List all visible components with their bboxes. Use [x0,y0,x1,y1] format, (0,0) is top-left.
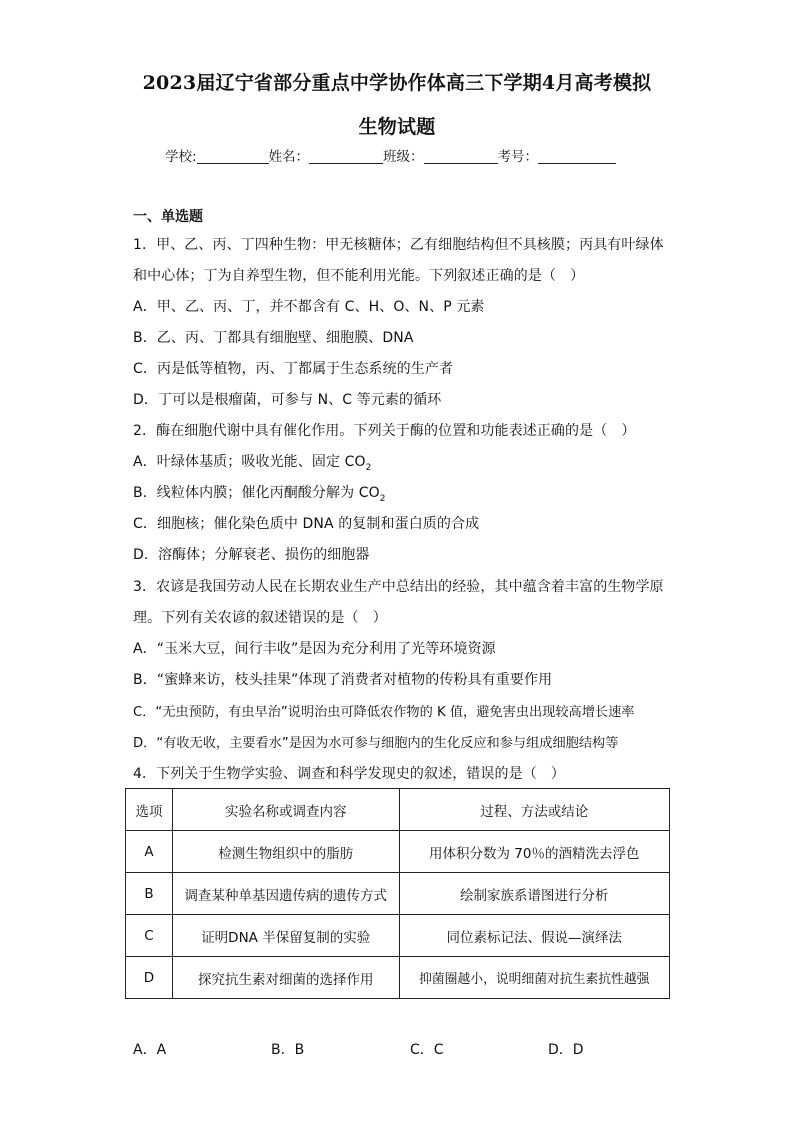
table-row [126,831,670,873]
q3-option-d: D．“有收无收，主要看水”是因为水可参与细胞内的生化反应和参与组成细胞结构等 [133,736,619,751]
q2-option-a [133,451,371,473]
table-cell: 调查某种单基因遗传病的遗传方式 [172,873,399,915]
table-cell: 检测生物组织中的脂肪 [172,831,399,873]
school-blank[interactable] [197,150,269,164]
q4-stem: 4．下列关于生物学实验、调查和科学发现史的叙述，错误的是（ ） [133,766,566,782]
table-cell: 同位素标记法、假说—演绎法 [399,915,670,957]
class-label: 班级： [383,149,424,165]
table-header-cell: 过程、方法或结论 [399,789,670,831]
q1-stem-line2: 和中心体；丁为自养型生物，但不能利用光能。下列叙述正确的是（ ） [133,268,585,284]
q2-option-d: D．溶酶体；分解衰老、损伤的细胞器 [133,547,370,563]
q2-option-a-subscript: 2 [365,462,372,473]
table-row [126,873,670,915]
q3-option-a: A．“玉米大豆，间行丰收”是因为充分利用了光等环境资源 [133,641,496,657]
q3-option-c: C．“无虫预防，有虫早治”说明治虫可降低农作物的 K 值，避免害虫出现较高增长速率 [133,705,635,720]
q4-option-c: C．C [410,1042,444,1058]
table-cell: 抑菌圈越小，说明细菌对抗生素抗性越强 [399,957,670,999]
table-row [126,915,670,957]
q4-table [125,788,670,999]
q4-option-b: B．B [271,1042,305,1058]
q2-option-b-subscript: 2 [379,493,386,504]
name-label: 姓名： [268,149,310,165]
table-cell: B [126,873,173,915]
q4-option-d: D．D [548,1042,584,1058]
q2-option-c: C．细胞核；催化染色质中 DNA 的复制和蛋白质的合成 [133,516,480,532]
table-row [126,957,670,999]
exam-title-line1: 2023届辽宁省部分重点中学协作体高三下学期4月高考模拟 [142,72,652,94]
class-blank[interactable] [424,150,498,164]
table-cell: D [126,957,173,999]
q1-option-c: C．丙是低等植物，丙、丁都属于生态系统的生产者 [133,361,454,377]
table-header-row [126,789,670,831]
exam-title-line2: 生物试题 [358,116,436,138]
table-cell: 绘制家族系谱图进行分析 [399,873,670,915]
table-header-cell: 选项 [126,789,173,831]
q3-stem-line2: 理。下列有关农谚的叙述错误的是（ ） [133,610,387,626]
school-label: 学校: [165,149,197,165]
q4-option-a: A．A [133,1042,167,1058]
table-cell: 用体积分数为 70％的酒精洗去浮色 [399,831,670,873]
table-cell: C [126,915,173,957]
name-blank[interactable] [309,150,383,164]
q1-option-b: B．乙、丙、丁都具有细胞壁、细胞膜、DNA [133,330,414,346]
table-cell: 探究抗生素对细菌的选择作用 [172,957,399,999]
q2-option-b-text: B．线粒体内膜；催化丙酮酸分解为 CO [133,485,380,501]
q2-option-b [133,482,386,504]
exam-no-label: 考号： [497,149,539,165]
q3-stem-line1: 3．农谚是我国劳动人民在长期农业生产中总结出的经验，其中蕴含着丰富的生物学原 [133,579,664,595]
q1-stem-line1: 1．甲、乙、丙、丁四种生物：甲无核糖体；乙有细胞结构但不具核膜；丙具有叶绿体 [133,237,664,253]
q1-option-d: D．丁可以是根瘤菌，可参与 N、C 等元素的循环 [133,392,442,408]
q3-option-b: B．“蜜蜂来访，枝头挂果”体现了消费者对植物的传粉具有重要作用 [133,672,553,688]
table-cell: A [126,831,173,873]
student-info-row [165,145,616,165]
table-header-cell: 实验名称或调查内容 [172,789,399,831]
q2-option-a-text: A．叶绿体基质；吸收光能、固定 CO [133,454,366,470]
exam-no-blank[interactable] [538,150,616,164]
table-cell: 证明DNA 半保留复制的实验 [172,915,399,957]
q2-stem: 2．酶在细胞代谢中具有催化作用。下列关于酶的位置和功能表述正确的是（ ） [133,423,636,439]
section-heading: 一、单选题 [133,209,203,225]
q1-option-a: A．甲、乙、丙、丁，并不都含有 C、H、O、N、P 元素 [133,299,485,315]
